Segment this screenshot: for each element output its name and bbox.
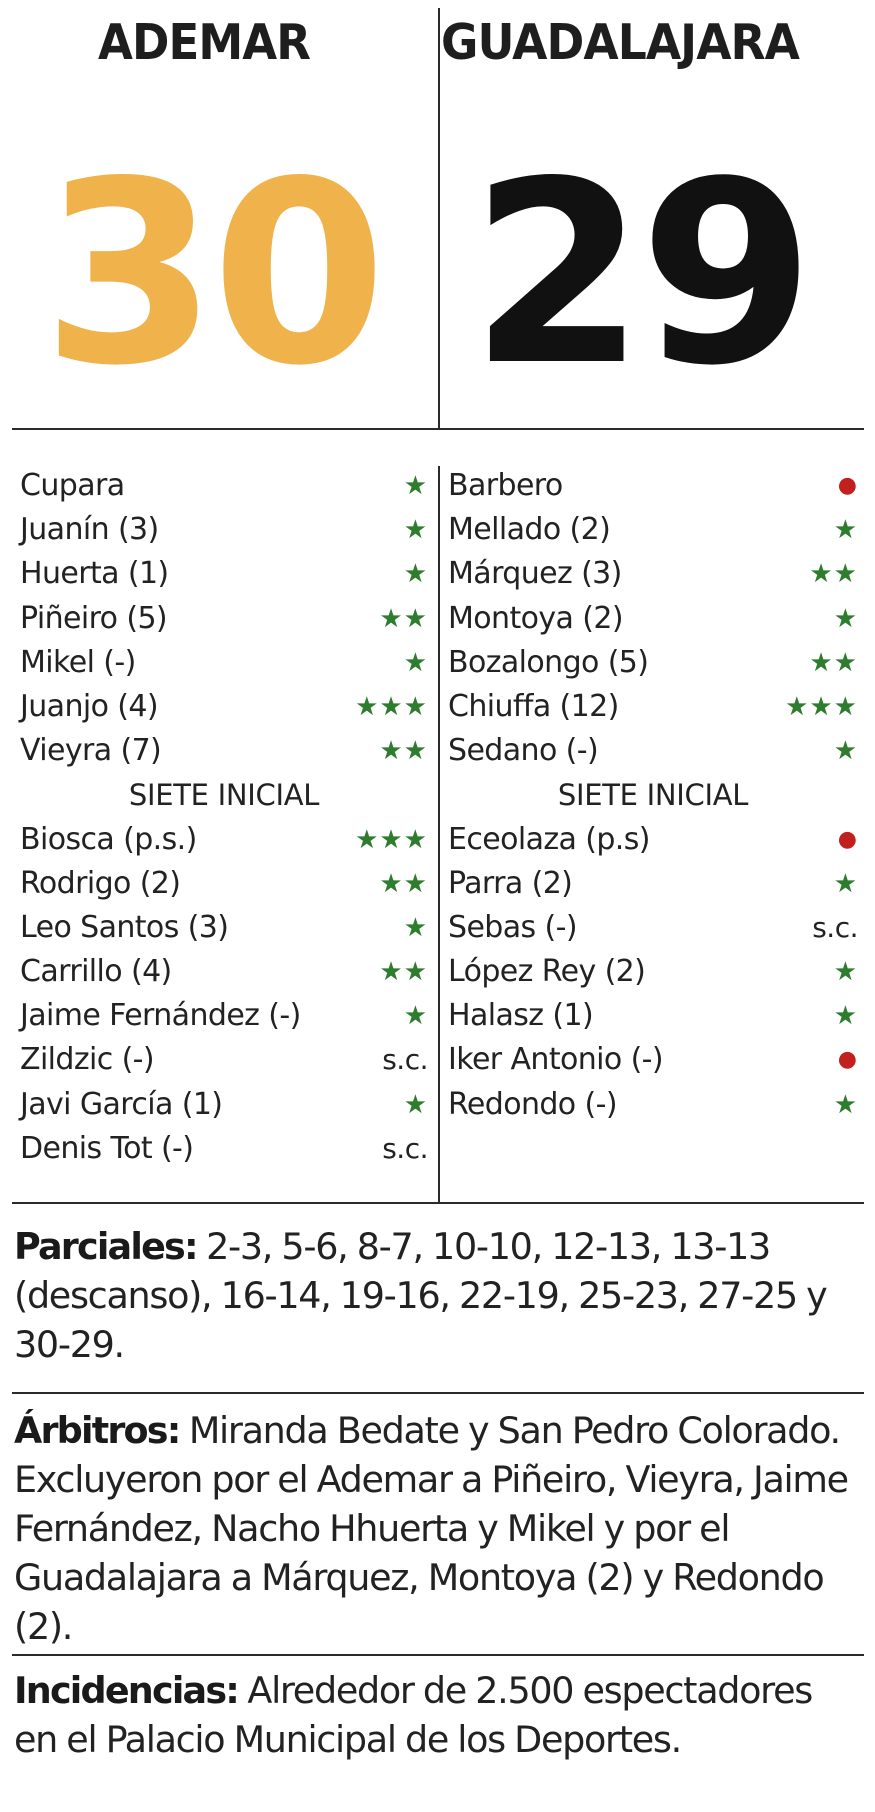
player-name: Parra (2) [448, 865, 573, 901]
player-row [20, 818, 428, 862]
arbitros-bottom-rule [12, 1654, 864, 1656]
score-bottom-rule [12, 428, 864, 430]
star-rating-icon: ★ [833, 1089, 858, 1120]
player-name: Leo Santos (3) [20, 909, 229, 945]
star-rating-icon: ★★ [379, 736, 428, 767]
no-rating-label: s.c. [812, 910, 858, 944]
player-name: Cupara [20, 468, 125, 503]
player-name: Mellado (2) [448, 512, 611, 548]
away-lineup [448, 464, 858, 1127]
player-name: Vieyra (7) [20, 733, 162, 769]
player-row [448, 685, 858, 729]
player-name: Jaime Fernández (-) [20, 998, 301, 1034]
player-row [448, 1083, 858, 1127]
player-row [20, 1083, 428, 1127]
star-rating-icon: ★★ [809, 559, 858, 590]
star-rating-icon: ★ [833, 868, 858, 899]
star-rating-icon: ★ [403, 647, 428, 678]
player-row [20, 641, 428, 685]
player-name: López Rey (2) [448, 954, 646, 990]
player-row [448, 906, 858, 950]
away-team-name: GUADALAJARA [441, 14, 800, 71]
player-row [20, 950, 428, 994]
home-lineup [20, 464, 428, 1171]
player-row [448, 464, 858, 508]
star-rating-icon: ★ [833, 1001, 858, 1032]
player-row [20, 508, 428, 552]
parciales-bottom-rule [12, 1392, 864, 1394]
player-name: Redondo (-) [448, 1086, 617, 1122]
player-name: Huerta (1) [20, 556, 169, 592]
red-dot-icon: ● [837, 826, 858, 852]
away-score: 29 [470, 128, 809, 421]
player-name: Piñeiro (5) [20, 600, 168, 636]
player-row [20, 552, 428, 596]
player-name: Zildzic (-) [20, 1042, 155, 1078]
player-name: Sebas (-) [448, 909, 577, 945]
star-rating-icon: ★ [833, 515, 858, 546]
player-name: Denis Tot (-) [20, 1130, 194, 1166]
star-rating-icon: ★★ [379, 957, 428, 988]
no-rating-label: s.c. [382, 1131, 428, 1165]
home-section-label: SIETE INICIAL [128, 778, 320, 813]
player-row [448, 508, 858, 552]
star-rating-icon: ★ [403, 515, 428, 546]
star-rating-icon: ★ [403, 1001, 428, 1032]
incidencias-paragraph [14, 1666, 862, 1764]
player-row [20, 862, 428, 906]
player-name: Bozalongo (5) [448, 644, 649, 680]
player-name: Halasz (1) [448, 998, 594, 1034]
player-row [448, 552, 858, 596]
player-row [20, 906, 428, 950]
player-row [20, 597, 428, 641]
player-name: Iker Antonio (-) [448, 1042, 664, 1078]
parciales-label: Parciales: [14, 1225, 197, 1268]
player-row [20, 1127, 428, 1171]
home-score: 30 [42, 128, 381, 421]
star-rating-icon: ★ [403, 1089, 428, 1120]
player-name: Montoya (2) [448, 600, 623, 636]
player-row [448, 818, 858, 862]
player-name: Barbero [448, 468, 563, 503]
player-name: Rodrigo (2) [20, 865, 181, 901]
player-row [20, 994, 428, 1038]
player-name: Mikel (-) [20, 644, 136, 680]
home-team-name: ADEMAR [98, 14, 311, 71]
star-rating-icon: ★ [833, 736, 858, 767]
player-row [20, 685, 428, 729]
player-name: Juanín (3) [20, 512, 159, 548]
star-rating-icon: ★★ [379, 868, 428, 899]
home-bench [20, 818, 428, 1172]
star-rating-icon: ★★★ [785, 691, 858, 722]
player-row [20, 464, 428, 508]
player-row [448, 862, 858, 906]
incidencias-text: Alrededor de 2.500 espectadores en el Palacio Municipal de los Deportes. [14, 1669, 812, 1761]
red-dot-icon: ● [837, 1047, 858, 1073]
player-row [448, 950, 858, 994]
player-name: Sedano (-) [448, 733, 599, 769]
player-row [448, 994, 858, 1038]
player-name: Carrillo (4) [20, 954, 172, 990]
player-name: Chiuffa (12) [448, 688, 619, 724]
player-row [20, 729, 428, 773]
star-rating-icon: ★ [403, 559, 428, 590]
star-rating-icon: ★★ [809, 647, 858, 678]
parciales-text: 2-3, 5-6, 8-7, 10-10, 12-13, 13-13 (descanso), 16-14, 19-16, 22-19, 25-23, 27-25 y 30-29. [14, 1225, 827, 1366]
no-rating-label: s.c. [382, 1043, 428, 1077]
red-dot-icon: ● [837, 473, 858, 498]
parciales-paragraph [14, 1222, 862, 1369]
player-name: Javi García (1) [20, 1086, 223, 1122]
star-rating-icon: ★★★ [355, 824, 428, 855]
arbitros-paragraph [14, 1406, 862, 1651]
player-row [448, 1038, 858, 1082]
lineup-divider [438, 466, 440, 1202]
lineup-bottom-rule [12, 1202, 864, 1204]
player-row [448, 641, 858, 685]
away-section-label: SIETE INICIAL [557, 778, 749, 813]
star-rating-icon: ★ [403, 912, 428, 943]
player-name: Biosca (p.s.) [20, 821, 197, 857]
star-rating-icon: ★★ [379, 603, 428, 634]
player-row [448, 597, 858, 641]
player-row [20, 1038, 428, 1082]
star-rating-icon: ★ [403, 471, 428, 501]
away-starters [448, 464, 858, 773]
star-rating-icon: ★ [833, 603, 858, 634]
arbitros-text: Miranda Bedate y San Pedro Colorado. Excluyeron por el Ademar a Piñeiro, Vieyra, Jaime Fernández, Nacho Hhuerta y Mikel y por el Guadalajara a Márquez, Montoya (2) y Redondo (2). [14, 1409, 848, 1648]
star-rating-icon: ★★★ [355, 691, 428, 722]
player-row [448, 729, 858, 773]
away-bench [448, 818, 858, 1127]
incidencias-label: Incidencias: [14, 1669, 239, 1712]
score-divider [438, 8, 440, 428]
arbitros-label: Árbitros: [14, 1409, 180, 1452]
player-name: Eceolaza (p.s) [448, 821, 650, 857]
player-name: Márquez (3) [448, 556, 622, 592]
player-name: Juanjo (4) [20, 688, 158, 724]
home-starters [20, 464, 428, 773]
star-rating-icon: ★ [833, 957, 858, 988]
